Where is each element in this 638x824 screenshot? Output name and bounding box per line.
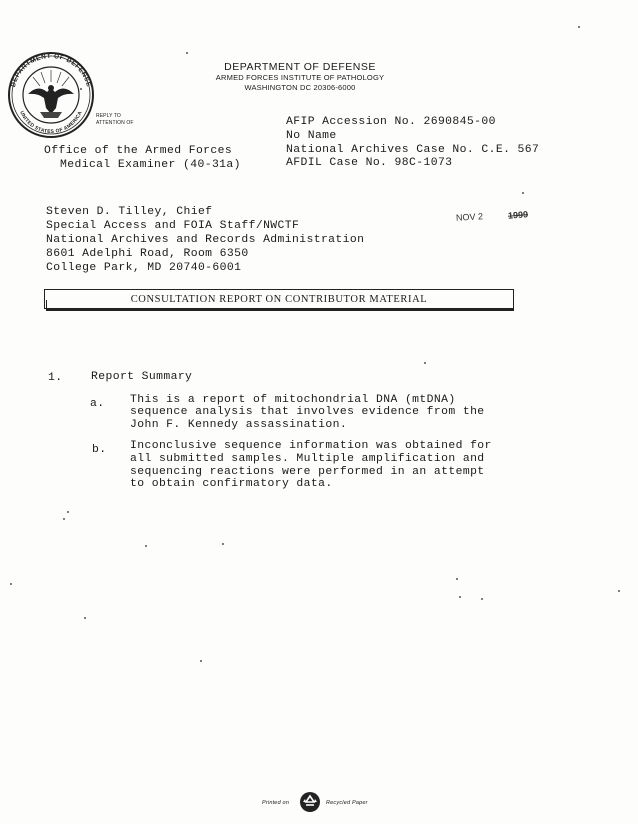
item-b-line-3: sequencing reactions were performed in an attempt	[130, 466, 485, 478]
subject-name: No Name	[286, 130, 337, 142]
date-stamp-month: NOV 2	[455, 211, 484, 223]
scan-speck	[578, 26, 580, 28]
afdil-case: AFDIL Case No. 98C-1073	[286, 157, 453, 169]
consultation-box	[44, 289, 514, 309]
item-b-line-4: to obtain confirmatory data.	[130, 478, 333, 490]
item-a-line-3: John F. Kennedy assassination.	[130, 419, 348, 431]
letterhead-department: DEPARTMENT OF DEFENSE	[224, 61, 376, 73]
recipient-line-1: Steven D. Tilley, Chief	[46, 206, 213, 218]
recipient-line-5: College Park, MD 20740-6001	[46, 262, 242, 274]
section-1-number: 1.	[48, 372, 63, 384]
item-a-label: a.	[90, 398, 105, 410]
afip-accession: AFIP Accession No. 2690845-00	[286, 116, 496, 128]
scan-speck	[84, 617, 86, 619]
recipient-line-4: 8601 Adelphi Road, Room 6350	[46, 248, 249, 260]
date-stamp-year: 1999	[507, 209, 529, 221]
section-1-heading: Report Summary	[91, 371, 193, 383]
scan-speck	[10, 583, 12, 585]
letterhead-address: WASHINGTON DC 20306-6000	[244, 83, 356, 92]
scan-speck	[222, 543, 224, 545]
scan-speck	[145, 545, 147, 547]
recipient-line-2: Special Access and FOIA Staff/NWCTF	[46, 220, 300, 232]
scan-speck	[186, 52, 188, 54]
item-a-line-2: sequence analysis that involves evidence from the	[130, 406, 485, 418]
scan-speck	[63, 518, 65, 520]
scan-speck	[618, 590, 620, 592]
office-line-1: Office of the Armed Forces	[44, 145, 233, 157]
scan-speck	[424, 362, 426, 364]
consultation-title: CONSULTATION REPORT ON CONTRIBUTOR MATERIAL	[130, 294, 428, 305]
recipient-line-3: National Archives and Records Administration	[46, 234, 365, 246]
item-b-line-2: all submitted samples. Multiple amplification and	[130, 453, 485, 465]
letterhead-institute: ARMED FORCES INSTITUTE OF PATHOLOGY	[215, 73, 385, 82]
national-archives-case: National Archives Case No. C.E. 567	[286, 144, 540, 156]
scan-speck	[80, 88, 82, 90]
item-b-label: b.	[92, 444, 107, 456]
scan-speck	[67, 511, 69, 513]
scan-speck	[522, 192, 524, 194]
footer-printed-on: Printed on	[262, 800, 290, 806]
reply-to-label: REPLY TO	[96, 113, 121, 119]
footer-recycled-paper: Recycled Paper	[326, 800, 368, 806]
item-a-line-1: This is a report of mitochondrial DNA (mtDNA)	[130, 394, 456, 406]
attention-of-label: ATTENTION OF	[96, 120, 134, 126]
scan-speck	[456, 578, 458, 580]
scan-speck	[200, 660, 202, 662]
item-b-line-1: Inconclusive sequence information was obtained for	[130, 440, 492, 452]
seal-top-text: DEPARTMENT OF DEFENSE	[9, 52, 93, 88]
seal-bottom-text: UNITED STATES OF AMERICA	[18, 110, 84, 136]
scan-speck	[481, 598, 483, 600]
recycle-icon	[299, 791, 321, 813]
scan-speck	[459, 596, 461, 598]
office-line-2: Medical Examiner (40-31a)	[60, 159, 241, 171]
